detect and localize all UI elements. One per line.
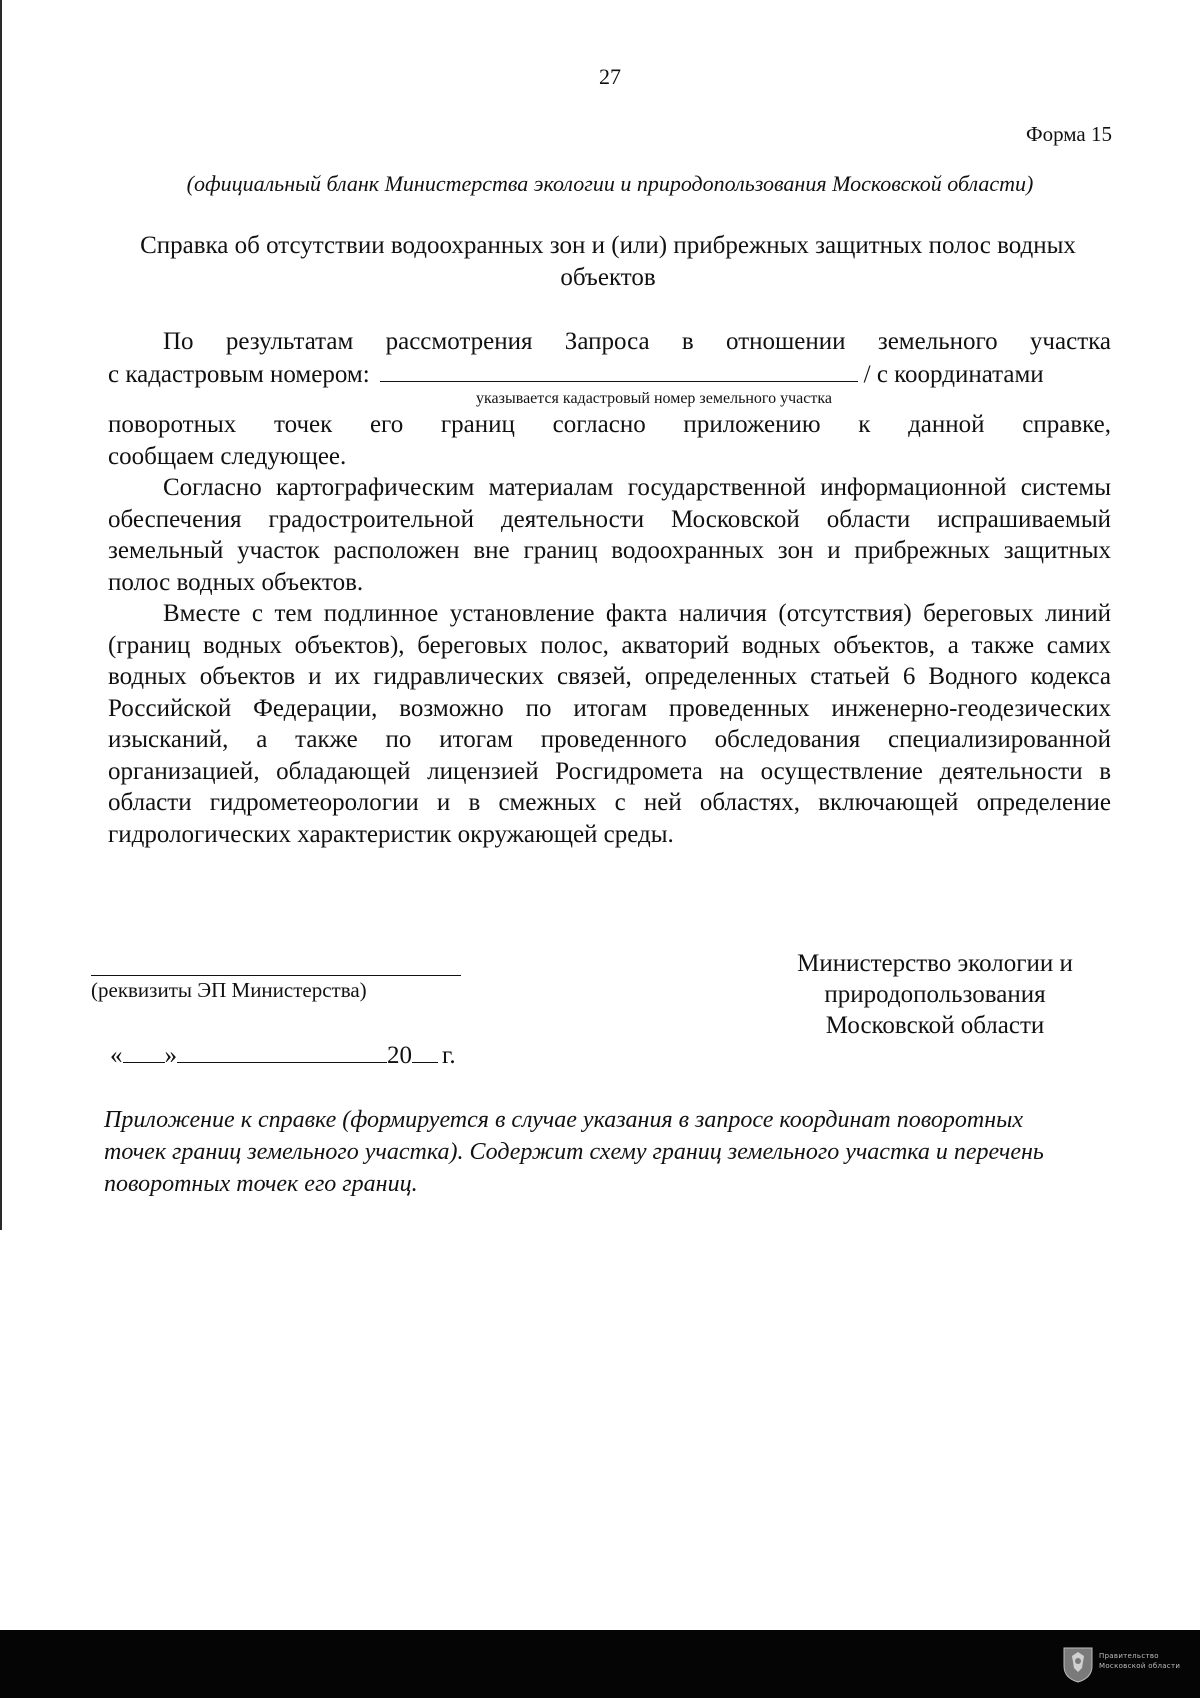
cadastral-number-blank xyxy=(380,357,858,382)
paragraph-2: Согласно картографическим материалам государственной информационной системы обеспечения градостроительной деятельности Московской области испрашиваемый земельный участок расположен вне границ водоохранных зон и прибрежных защитных полос водных объектов. xyxy=(108,474,1111,596)
document-title: Справка об отсутствии водоохранных зон и (или) прибрежных защитных полос водных объектов xyxy=(140,232,1076,291)
official-blank-note: (официальный бланк Министерства экологии и природопользования Московской области) xyxy=(186,171,1034,196)
date-open-quote: « xyxy=(110,1042,123,1069)
paragraph-3: Вместе с тем подлинное установление факта наличия (отсутствия) береговых линий (границ водных объектов), береговых полос, акваторий водных объектов, а также самих водных объектов и их гидравлических связей, определенных статьей 6 Водного кодекса Российской Федерации, возможно по итогам проведенных инженерно-геодезических изысканий, а также по итогам проведенного обследования специализированной организацией, обладающей лицензией Росгидромета на осуществление деятельности в области гидрометеорологии и в смежных с ней областях, включающей определение гидрологических характеристик окружающей среды. xyxy=(108,600,1111,848)
paragraph-1-line-4: сообщаем следующее. xyxy=(108,442,347,470)
day-blank xyxy=(123,1040,165,1063)
ministry-line-2: природопользования xyxy=(824,981,1046,1008)
footer-line-1: Правительство xyxy=(1099,1652,1159,1660)
paragraph-1-line-1 xyxy=(108,326,1111,358)
body-paragraphs xyxy=(108,472,1111,850)
footer-bar xyxy=(0,1630,1200,1698)
coordinates-label: / с координатами xyxy=(863,361,1044,388)
signature-caption: (реквизиты ЭП Министерства) xyxy=(91,978,367,1002)
month-blank xyxy=(177,1040,387,1063)
cadastral-number-row xyxy=(108,357,1111,391)
signature-line xyxy=(91,975,461,976)
coat-of-arms-icon xyxy=(1060,1644,1096,1684)
appendix-note: Приложение к справке (формируется в случае указания в запросе координат поворотных точек границ земельного участка). Содержит схему границ земельного участка и перечень поворотных точек его границ. xyxy=(104,1107,1044,1197)
ministry-block xyxy=(760,948,1110,1041)
date-close-quote: » xyxy=(164,1042,177,1069)
page-number: 27 xyxy=(599,64,621,89)
form-number: Форма 15 xyxy=(1026,122,1112,146)
paragraph-1-rest xyxy=(108,409,1111,472)
paragraph-1-line-3: поворотных точек его границ согласно приложению к данной справке, xyxy=(108,411,1111,438)
cadastral-label: с кадастровым номером: xyxy=(108,361,370,388)
year-prefix: 20 xyxy=(387,1042,412,1069)
paragraph-1-start: По результатам рассмотрения Запроса в отношении земельного участка xyxy=(163,328,1111,355)
ministry-line-3: Московской области xyxy=(825,1012,1045,1039)
footer-line-2: Московской области xyxy=(1099,1662,1181,1670)
date-row xyxy=(110,1040,456,1070)
cadastral-hint: указывается кадастровый номер земельного участка xyxy=(476,390,832,407)
footer-caption xyxy=(1099,1651,1199,1671)
ministry-line-1: Министерство экологии и xyxy=(797,950,1073,977)
year-suffix: г. xyxy=(442,1042,456,1069)
year-blank xyxy=(412,1040,438,1063)
